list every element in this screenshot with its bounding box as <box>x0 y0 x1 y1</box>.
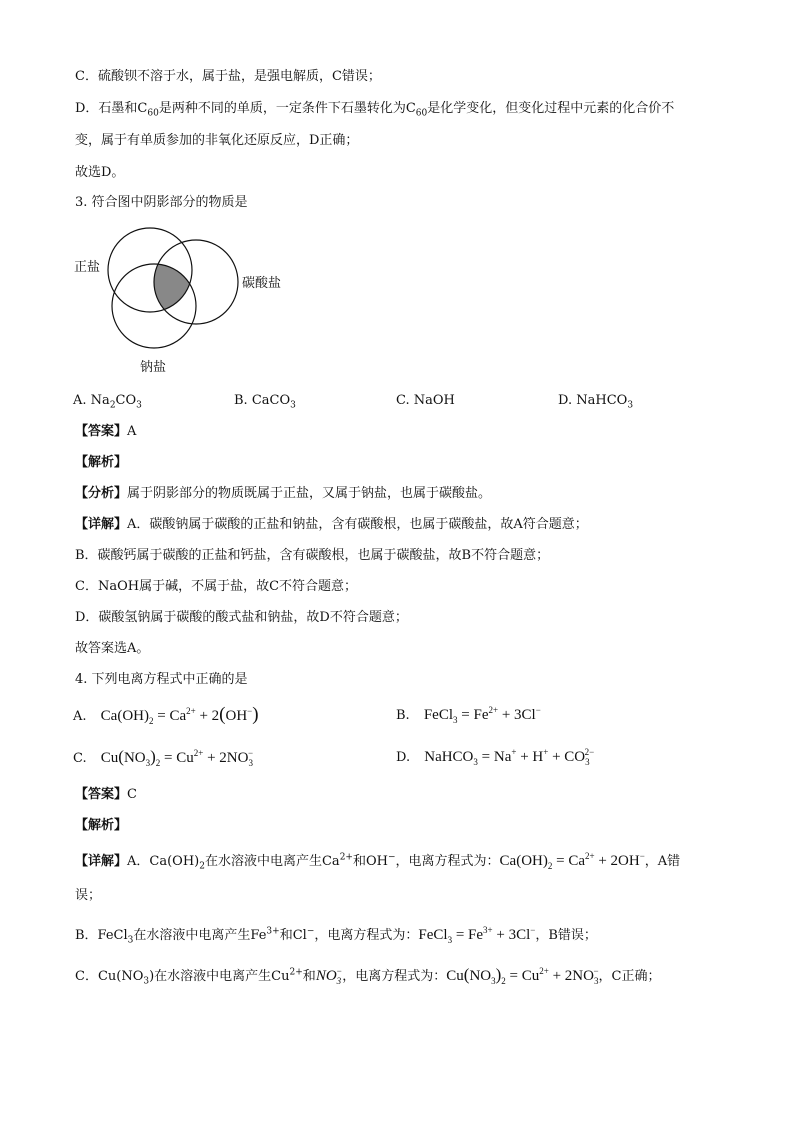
equation-c-correct: $Cu(NO_3)_2 = Cu^{2+} + 2NO_3^-$ <box>446 965 599 986</box>
detail-text: A．Ca(OH) <box>127 854 200 869</box>
label-zhengyan: 正盐 <box>74 260 101 275</box>
option-prefix: C. <box>396 393 410 408</box>
q4-detail-b <box>75 926 597 945</box>
sub: 3 <box>627 400 634 411</box>
text-seg: D．石墨和C <box>75 101 148 116</box>
q4-analysis-tag: 【解析】 <box>75 818 128 833</box>
formula-part: NaOH <box>413 393 455 408</box>
q3-detail-a <box>75 516 588 534</box>
question-3-title: 3. 符合图中阴影部分的物质是 <box>75 195 248 210</box>
q4-option-b <box>396 706 541 725</box>
sup: − <box>387 852 396 863</box>
label-tansuanyan: 碳酸盐 <box>242 276 282 291</box>
option-prefix: C. <box>73 751 87 766</box>
option-prefix: D. <box>396 750 411 765</box>
sub: 60 <box>415 108 428 119</box>
venn-svg <box>70 222 300 374</box>
sub: 3 <box>127 935 134 946</box>
q3-fenxi <box>75 485 491 503</box>
option-prefix: B. <box>396 708 410 723</box>
option-prefix: B. <box>234 393 248 408</box>
text-seg: 是化学变化，但变化过程中元素的化合价不 <box>427 101 675 116</box>
detail-text: C．Cu(NO <box>75 969 144 984</box>
formula-part: CaCO <box>251 393 291 408</box>
detail-text: 在水溶液中电离产生Fe <box>133 928 267 943</box>
detail-text: 和 <box>302 969 316 984</box>
q4-detail-a <box>75 852 680 871</box>
answer-value: C <box>127 787 137 802</box>
sup: − <box>306 926 315 937</box>
q3-answer <box>75 423 136 441</box>
q4-option-a <box>73 706 259 726</box>
detail-text: B．FeCl <box>75 928 128 943</box>
sup: 3+ <box>266 926 280 937</box>
detail-text: 和Cl <box>279 928 307 943</box>
detail-text: ，电离方程式为： <box>314 928 419 943</box>
option-prefix: D. <box>558 393 573 408</box>
q3-option-b <box>234 392 296 410</box>
sup: 2+ <box>339 852 353 863</box>
equation-d: NaHCO$_3$ = $Na^+ + H^+ + CO_3^{2-}$ <box>424 747 595 767</box>
sub: 2 <box>199 861 205 872</box>
q4-option-d <box>396 748 594 767</box>
equation-c: $Cu(NO_3)_2 = Cu^{2+} + 2NO_3^-$ <box>100 747 254 768</box>
sub: 3 <box>143 976 150 987</box>
detail-text: ，C正确； <box>598 969 661 984</box>
equation-b-correct: FeCl$_3$ = $Fe^{3+} + 3Cl^-$ <box>418 925 536 945</box>
sup: 2+ <box>289 967 303 978</box>
q3-detail-d: D．碳酸氢钠属于碳酸的酸式盐和钠盐，故D不符合题意； <box>75 610 408 625</box>
detail-text: 和OH <box>352 854 388 869</box>
text-line-conclusion: 故选D。 <box>75 165 125 180</box>
text-line-d-cont: 变，属于有单质参加的非氧化还原反应，D正确； <box>75 133 359 148</box>
option-prefix: A. <box>73 709 87 724</box>
text-seg: 是两种不同的单质，一定条件下石墨转化为C <box>158 101 416 116</box>
formula-part: CO <box>115 393 137 408</box>
text-line-c: C．硫酸钡不溶于水，属于盐，是强电解质，C错误； <box>75 69 381 84</box>
fenxi-text: 属于阴影部分的物质既属于正盐，又属于钠盐，也属于碳酸盐。 <box>127 486 492 501</box>
formula-part: Na <box>90 393 110 408</box>
q3-detail-b: B．碳酸钙属于碳酸的正盐和钙盐，含有碳酸根，也属于碳酸盐，故B不符合题意； <box>75 548 550 563</box>
answer-tag: 【答案】 <box>75 424 128 439</box>
q3-option-c <box>396 392 455 410</box>
answer-tag: 【答案】 <box>75 787 128 802</box>
equation-a: $Ca(OH)_2 = Ca^{2+} + 2(OH^-)$ <box>100 704 259 726</box>
sub: 3 <box>290 400 296 411</box>
question-4-title: 4. 下列电离方程式中正确的是 <box>75 672 248 687</box>
q3-conclusion: 故答案选A。 <box>75 641 150 656</box>
q4-detail-a-cont: 误； <box>75 888 102 903</box>
detail-text: ，电离方程式为： <box>342 969 447 984</box>
q4-option-c <box>73 748 253 768</box>
detail-text: )在水溶液中电离产生Cu <box>149 969 290 984</box>
detail-text: ，电离方程式为： <box>395 854 500 869</box>
equation-b: FeCl$_3$ = $Fe^{2+} + 3Cl^-$ <box>423 705 541 725</box>
label-nayan: 钠盐 <box>140 360 167 375</box>
fenxi-tag: 【分析】 <box>75 486 128 501</box>
answer-value: A <box>127 424 137 439</box>
detail-text: ，A错 <box>644 854 681 869</box>
nitrate-ion: $NO_3^-$ <box>315 966 343 986</box>
text-line-d <box>75 100 674 118</box>
equation-a-correct: $Ca(OH)_2 = Ca^{2+} + 2OH^-$ <box>499 851 645 871</box>
option-prefix: A. <box>73 393 87 408</box>
sub: 2 <box>109 400 116 411</box>
detail-text: A．碳酸钠属于碳酸的正盐和钠盐，含有碳酸根，也属于碳酸盐，故A符合题意； <box>127 517 588 532</box>
formula-part: NaHCO <box>576 393 628 408</box>
q3-analysis-tag: 【解析】 <box>75 455 128 470</box>
sub: 60 <box>147 108 159 119</box>
q3-detail-c: C．NaOH属于碱，不属于盐，故C不符合题意； <box>75 579 358 594</box>
xiangjie-tag: 【详解】 <box>75 517 128 532</box>
q4-answer <box>75 786 137 804</box>
venn-diagram <box>70 222 300 374</box>
sub: 3 <box>136 400 142 411</box>
q4-detail-c <box>75 966 660 986</box>
detail-text: ，B错误； <box>535 928 597 943</box>
detail-text: 在水溶液中电离产生Ca <box>204 854 340 869</box>
q3-option-d <box>558 392 633 410</box>
xiangjie-tag: 【详解】 <box>75 854 128 869</box>
q3-option-a <box>73 392 142 410</box>
